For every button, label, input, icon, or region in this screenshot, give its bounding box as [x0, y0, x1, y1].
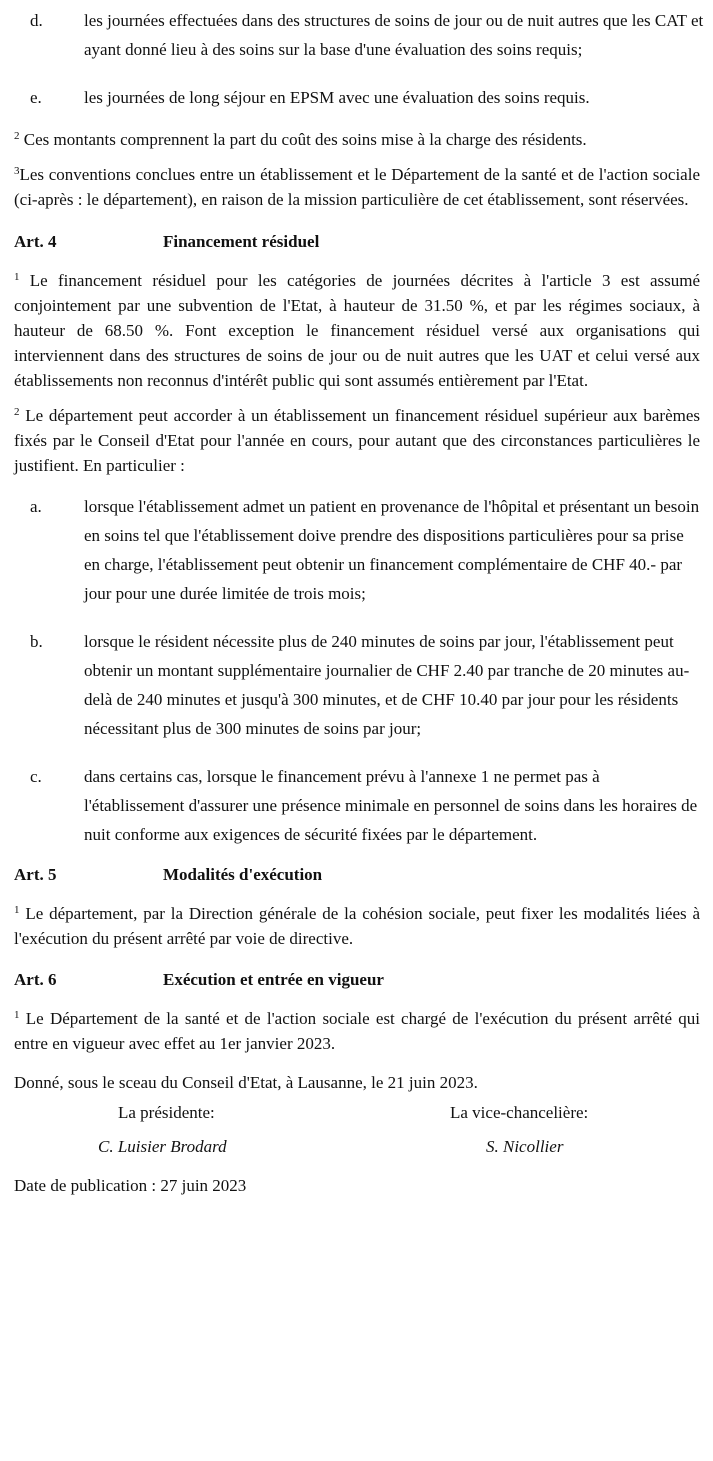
signature-role-right: La vice-chancelière: [450, 1103, 589, 1122]
signature-roles [14, 1103, 700, 1131]
paragraph-art3-2 [14, 127, 700, 152]
paragraph-art4-2 [14, 403, 700, 478]
paragraph-text: Le département, par la Direction générale de la cohésion sociale, peut fixer les modalités liées à l'exécution du présent arrêté par voie de directive. [14, 904, 701, 948]
signature-names [14, 1137, 700, 1165]
paragraph-text: Le département peut accorder à un établissement un financement résiduel supérieur aux barèmes fixés par le Conseil d'Etat pour l'année en cours, pour autant que des circonstances particulières le justifient. En particulier : [14, 406, 700, 475]
list-item-b [14, 627, 700, 743]
article-heading-5 [14, 862, 700, 887]
signature-name-right: S. Nicollier [486, 1137, 564, 1156]
paragraph-text: Le financement résiduel pour les catégories de journées décrites à l'article 3 est assumé conjointement par une subvention de l'Etat, à hauteur de 31.50 %, et par les régimes sociaux, à hauteur de 68.50 %. Font exception le financement résiduel versé aux organisations qui interviennent dans des structures de soins de jour ou de nuit autres que les UAT et celui versé aux établissements non reconnus d'intérêt public qui sont assumés entièrement par l'Etat. [14, 271, 700, 390]
paragraph-text: Le Département de la santé et de l'action sociale est chargé de l'exécution du présent arrêté qui entre en vigueur avec effet au 1er janvier 2023. [14, 1009, 700, 1053]
paragraph-number: 1 [14, 271, 20, 283]
article-title: Modalités d'exécution [163, 865, 323, 884]
paragraph-text: Les conventions conclues entre un établissement et le Département de la santé et de l'action sociale (ci-après : le département), en raison de la mission particulière de cet établissement, sont réservées. [14, 165, 700, 209]
publication-date: Date de publication : 27 juin 2023 [14, 1176, 247, 1195]
list-letter: e. [30, 88, 42, 107]
paragraph-number: 3 [14, 165, 20, 177]
list-text: lorsque l'établissement admet un patient en provenance de l'hôpital et présentant un besoin en soins tel que l'établissement doive prendre des dispositions particulières pour sa prise en charge, l'établissement peut obtenir un financement complémentaire de CHF 40.- par jour pour une durée limitée de trois mois; [84, 497, 700, 603]
paragraph-number: 1 [14, 1009, 20, 1021]
list-item-c [14, 762, 700, 849]
article-heading-4 [14, 229, 700, 254]
list-item-d [14, 6, 704, 64]
signature-name-left: C. Luisier Brodard [98, 1137, 227, 1156]
article-heading-6 [14, 967, 700, 992]
list-letter: a. [30, 497, 42, 516]
article-number: Art. 4 [14, 232, 57, 251]
paragraph-art4-1 [14, 268, 700, 393]
article-title: Financement résiduel [163, 232, 320, 251]
paragraph-number: 1 [14, 904, 20, 916]
list-item-a [14, 492, 700, 608]
list-text: les journées de long séjour en EPSM avec une évaluation des soins requis. [84, 88, 590, 107]
paragraph-text: Ces montants comprennent la part du coût des soins mise à la charge des résidents. [23, 130, 587, 149]
paragraph-number: 2 [14, 130, 20, 142]
closing-statement: Donné, sous le sceau du Conseil d'Etat, à Lausanne, le 21 juin 2023. [14, 1073, 478, 1092]
article-number: Art. 5 [14, 865, 57, 884]
article-number: Art. 6 [14, 970, 57, 989]
paragraph-art5-1 [14, 901, 700, 951]
list-letter: c. [30, 767, 42, 786]
list-text: dans certains cas, lorsque le financement prévu à l'annexe 1 ne permet pas à l'établissement d'assurer une présence minimale en personnel de soins dans les horaires de nuit conforme aux exigences de sécurité fixées par le département. [84, 767, 698, 844]
list-text: les journées effectuées dans des structures de soins de jour ou de nuit autres que les CAT et ayant donné lieu à des soins sur la base d'une évaluation des soins requis; [84, 11, 704, 59]
list-letter: d. [30, 11, 43, 30]
list-item-e [14, 83, 700, 112]
paragraph-art3-3 [14, 162, 700, 212]
list-letter: b. [30, 632, 43, 651]
document-page [14, 6, 704, 1198]
paragraph-art6-1 [14, 1006, 700, 1056]
article-title: Exécution et entrée en vigueur [163, 970, 384, 989]
list-text: lorsque le résident nécessite plus de 240 minutes de soins par jour, l'établissement peut obtenir un montant supplémentaire journalier de CHF 2.40 par tranche de 20 minutes au-delà de 240 minutes et jusqu'à 300 minutes, et de CHF 10.40 par jour pour les résidents nécessitant plus de 300 minutes de soins par jour; [84, 632, 690, 738]
paragraph-number: 2 [14, 406, 20, 418]
signature-role-left: La présidente: [118, 1103, 215, 1122]
